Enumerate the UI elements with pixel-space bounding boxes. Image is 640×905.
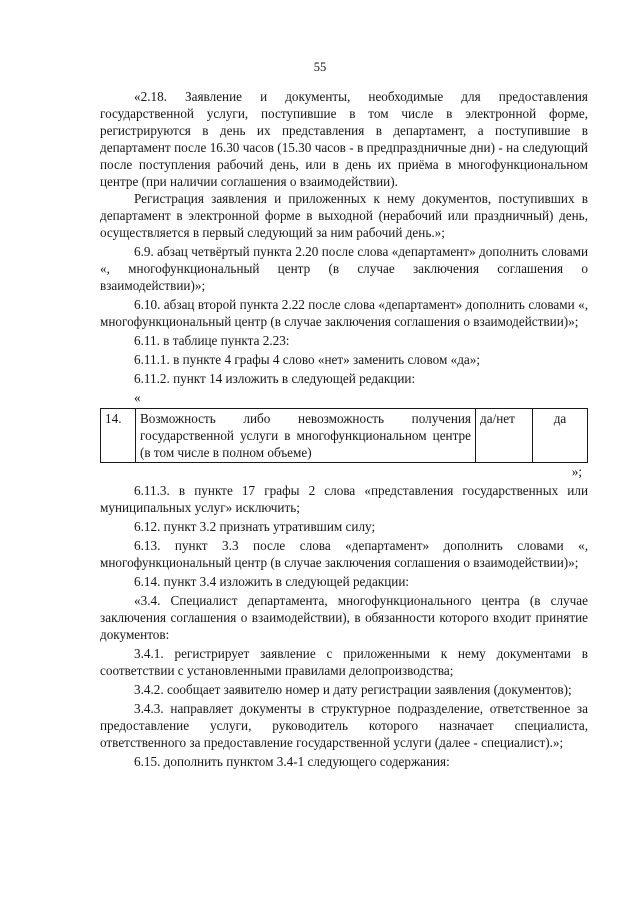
- paragraph-2-18: «2.18. Заявление и документы, необходимые для предоставления государственной услуги, поступившие в том числе в электронной форме, регистрируются в день их представления в департамент, а поступившие в департамент после 16.30 часов (15.30 часов - в предпраздничные дни) - на следующий после поступления рабочий день, или в день их приёма в многофункциональном центре (при наличии соглашения о взаимодействии).: [100, 89, 588, 189]
- paragraph-6-13: 6.13. пункт 3.3 после слова «департамент» дополнить словами «, многофункциональный центр (в случае заключения соглашения о взаимодействии)»;: [100, 538, 588, 570]
- paragraph-6-11-2: 6.11.2. пункт 14 изложить в следующей редакции:: [134, 371, 416, 386]
- paragraph-6-9: 6.9. абзац четвёртый пункта 2.20 после слова «департамент» дополнить словами «, многофункциональный центр (в случае заключения соглашения о взаимодействии)»;: [100, 244, 588, 293]
- document-body: [100, 88, 588, 770]
- paragraph-3-4: «3.4. Специалист департамента, многофункционального центра (в случае заключения соглашения о взаимодействии), в обязанности которого входит принятие документов:: [100, 593, 588, 642]
- paragraph-6-14: 6.14. пункт 3.4 изложить в следующей редакции:: [134, 574, 410, 589]
- paragraph-registration: Регистрация заявления и приложенных к нему документов, поступивших в департамент в электронной форме в выходной (нерабочий или праздничный) день, осуществляется в первый следующий за ним рабочий день.»;: [100, 191, 588, 240]
- paragraph-6-11-3: 6.11.3. в пункте 17 графы 2 слова «представления государственных или муниципальных услуг» исключить;: [100, 483, 588, 515]
- table-row: [101, 409, 588, 463]
- quote-open: «: [134, 390, 141, 405]
- table-cell-number: 14.: [101, 409, 136, 463]
- paragraph-3-4-2: 3.4.2. сообщает заявителю номер и дату регистрации заявления (документов);: [134, 682, 572, 697]
- table-cell-value: да: [533, 409, 588, 463]
- table-cell-options: да/нет: [476, 409, 533, 463]
- service-table: [100, 408, 588, 463]
- quote-close: »;: [571, 464, 582, 479]
- paragraph-3-4-3: 3.4.3. направляет документы в структурное подразделение, ответственное за предоставление услуги, руководитель которого назначает специалиста, ответственного за предоставление государственной услуги (далее - специалист).»;: [100, 701, 588, 750]
- paragraph-6-11: 6.11. в таблице пункта 2.23:: [134, 333, 290, 348]
- table-cell-description: Возможность либо невозможность получения государственной услуги в многофункциональном центре (в том числе в полном объеме): [136, 409, 476, 463]
- paragraph-3-4-1: 3.4.1. регистрирует заявление с приложенными к нему документами в соответствии с установленными правилами делопроизводства;: [100, 646, 588, 678]
- paragraph-6-11-1: 6.11.1. в пункте 4 графы 4 слово «нет» заменить словом «да»;: [134, 352, 481, 367]
- paragraph-6-12: 6.12. пункт 3.2 признать утратившим силу;: [134, 519, 376, 534]
- paragraph-6-15: 6.15. дополнить пунктом 3.4-1 следующего содержания:: [134, 754, 450, 769]
- paragraph-6-10: 6.10. абзац второй пункта 2.22 после слова «департамент» дополнить словами «, многофункциональный центр (в случае заключения соглашения о взаимодействии)»;: [100, 297, 588, 329]
- page-number: 55: [313, 60, 327, 74]
